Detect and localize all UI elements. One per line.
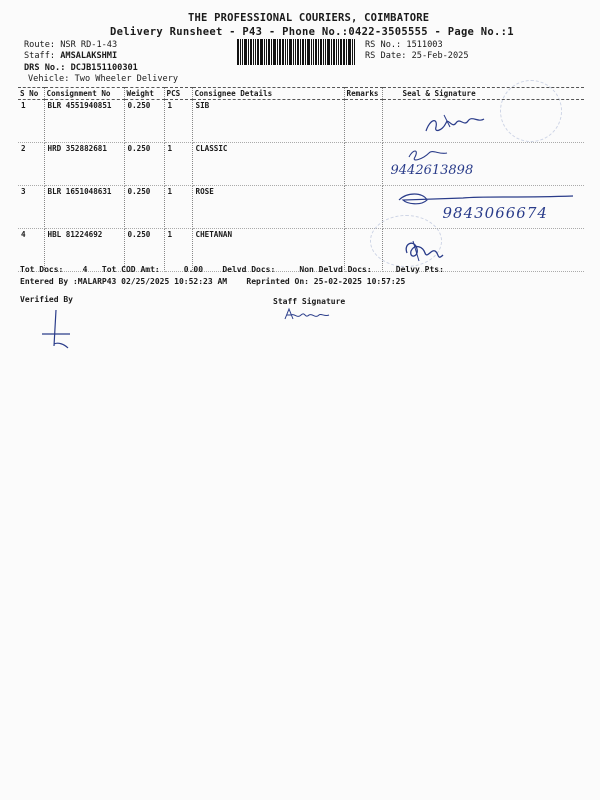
rs-no-label: RS No.: [365, 40, 402, 50]
sno-cell: 1 [18, 100, 44, 143]
sno-cell: 3 [18, 186, 44, 229]
table-header-row [18, 88, 584, 100]
staff-label: Staff: [24, 51, 56, 61]
consignment-cell: HRD 352882681 [44, 143, 124, 186]
consignee-cell: CLASSIC [192, 143, 344, 186]
handwritten-phone: 9442613898 [390, 163, 474, 178]
rs-date-label: RS Date: [365, 51, 407, 61]
signature-cell [382, 186, 584, 229]
column-header: Weight [124, 88, 164, 100]
consignment-cell: BLR 4551940851 [44, 100, 124, 143]
table-row [18, 100, 584, 143]
reprinted-on: Reprinted On: 25-02-2025 10:57:25 [246, 277, 406, 286]
route-value: NSR RD-1-43 [60, 40, 118, 50]
table-row [18, 186, 584, 229]
remarks-cell [344, 186, 382, 229]
signature-cell [382, 100, 584, 143]
handwritten-signature [403, 145, 463, 163]
rs-no-value: 1511003 [406, 40, 443, 50]
vehicle-label: Vehicle: [28, 74, 70, 84]
pcs-cell: 1 [164, 143, 192, 186]
column-header: Consignment No [44, 88, 124, 100]
sno-cell: 4 [18, 229, 44, 272]
runsheet-table [18, 87, 584, 272]
delvy-pts-label: Delvy Pts: [395, 265, 444, 274]
delvd-docs-label: Delvd Docs: [222, 265, 276, 274]
signature-cell [382, 143, 584, 186]
staff-signature-label: Staff Signature [273, 297, 346, 306]
remarks-cell [344, 100, 382, 143]
verified-by-label: Verified By [20, 295, 73, 304]
totals-line [20, 265, 444, 274]
route-label: Route: [24, 40, 56, 50]
vehicle-line [28, 74, 178, 84]
handwritten-signature [399, 233, 479, 267]
consignee-cell: CHETANAN [192, 229, 344, 272]
handwritten-signature [386, 101, 576, 139]
sno-cell: 2 [18, 143, 44, 186]
rs-date-value: 25-Feb-2025 [411, 51, 469, 61]
consignee-cell: ROSE [192, 186, 344, 229]
drs-barcode [237, 39, 357, 65]
non-delvd-docs-label: Non Delvd Docs: [299, 265, 372, 274]
tot-cod-label: Tot COD Amt: [101, 265, 160, 274]
tot-cod-value: 0.00 [183, 265, 204, 274]
tot-docs-label: Tot Docs: [20, 265, 64, 274]
weight-cell: 0.250 [124, 100, 164, 143]
entered-by: Entered By :MALARP43 02/25/2025 10:52:23 AM [20, 277, 228, 286]
consignment-cell: HBL 81224692 [44, 229, 124, 272]
column-header: Remarks [344, 88, 382, 100]
staff-line [24, 51, 117, 61]
rs-no-line [365, 40, 443, 50]
table-row [18, 143, 584, 186]
staff-value: AMSALAKSHMI [60, 51, 118, 61]
column-header: S No [18, 88, 44, 100]
weight-cell: 0.250 [124, 229, 164, 272]
route-line [24, 40, 117, 50]
verifier-signature [36, 306, 76, 350]
rs-date-line [365, 51, 469, 61]
column-header: Seal & Signature [382, 88, 584, 100]
drs-value: DCJB151100301 [70, 63, 138, 73]
column-header: Consignee Details [192, 88, 344, 100]
entry-line [20, 277, 405, 286]
drs-label: DRS No.: [24, 63, 66, 73]
consignment-cell: BLR 1651048631 [44, 186, 124, 229]
pcs-cell: 1 [164, 186, 192, 229]
company-title: THE PROFESSIONAL COURIERS, COIMBATORE [188, 12, 430, 24]
pcs-cell: 1 [164, 100, 192, 143]
handwritten-phone: 9843066674 [442, 204, 548, 222]
consignee-cell: SIB [192, 100, 344, 143]
weight-cell: 0.250 [124, 143, 164, 186]
column-header: PCS [164, 88, 192, 100]
remarks-cell [344, 143, 382, 186]
runsheet-subtitle: Delivery Runsheet - P43 - Phone No.:0422-3505555 - Page No.:1 [110, 26, 514, 38]
pcs-cell: 1 [164, 229, 192, 272]
staff-signature [283, 307, 333, 323]
weight-cell: 0.250 [124, 186, 164, 229]
tot-docs-value: 4 [82, 265, 88, 274]
drs-line [24, 63, 138, 73]
vehicle-value: Two Wheeler Delivery [74, 74, 179, 84]
